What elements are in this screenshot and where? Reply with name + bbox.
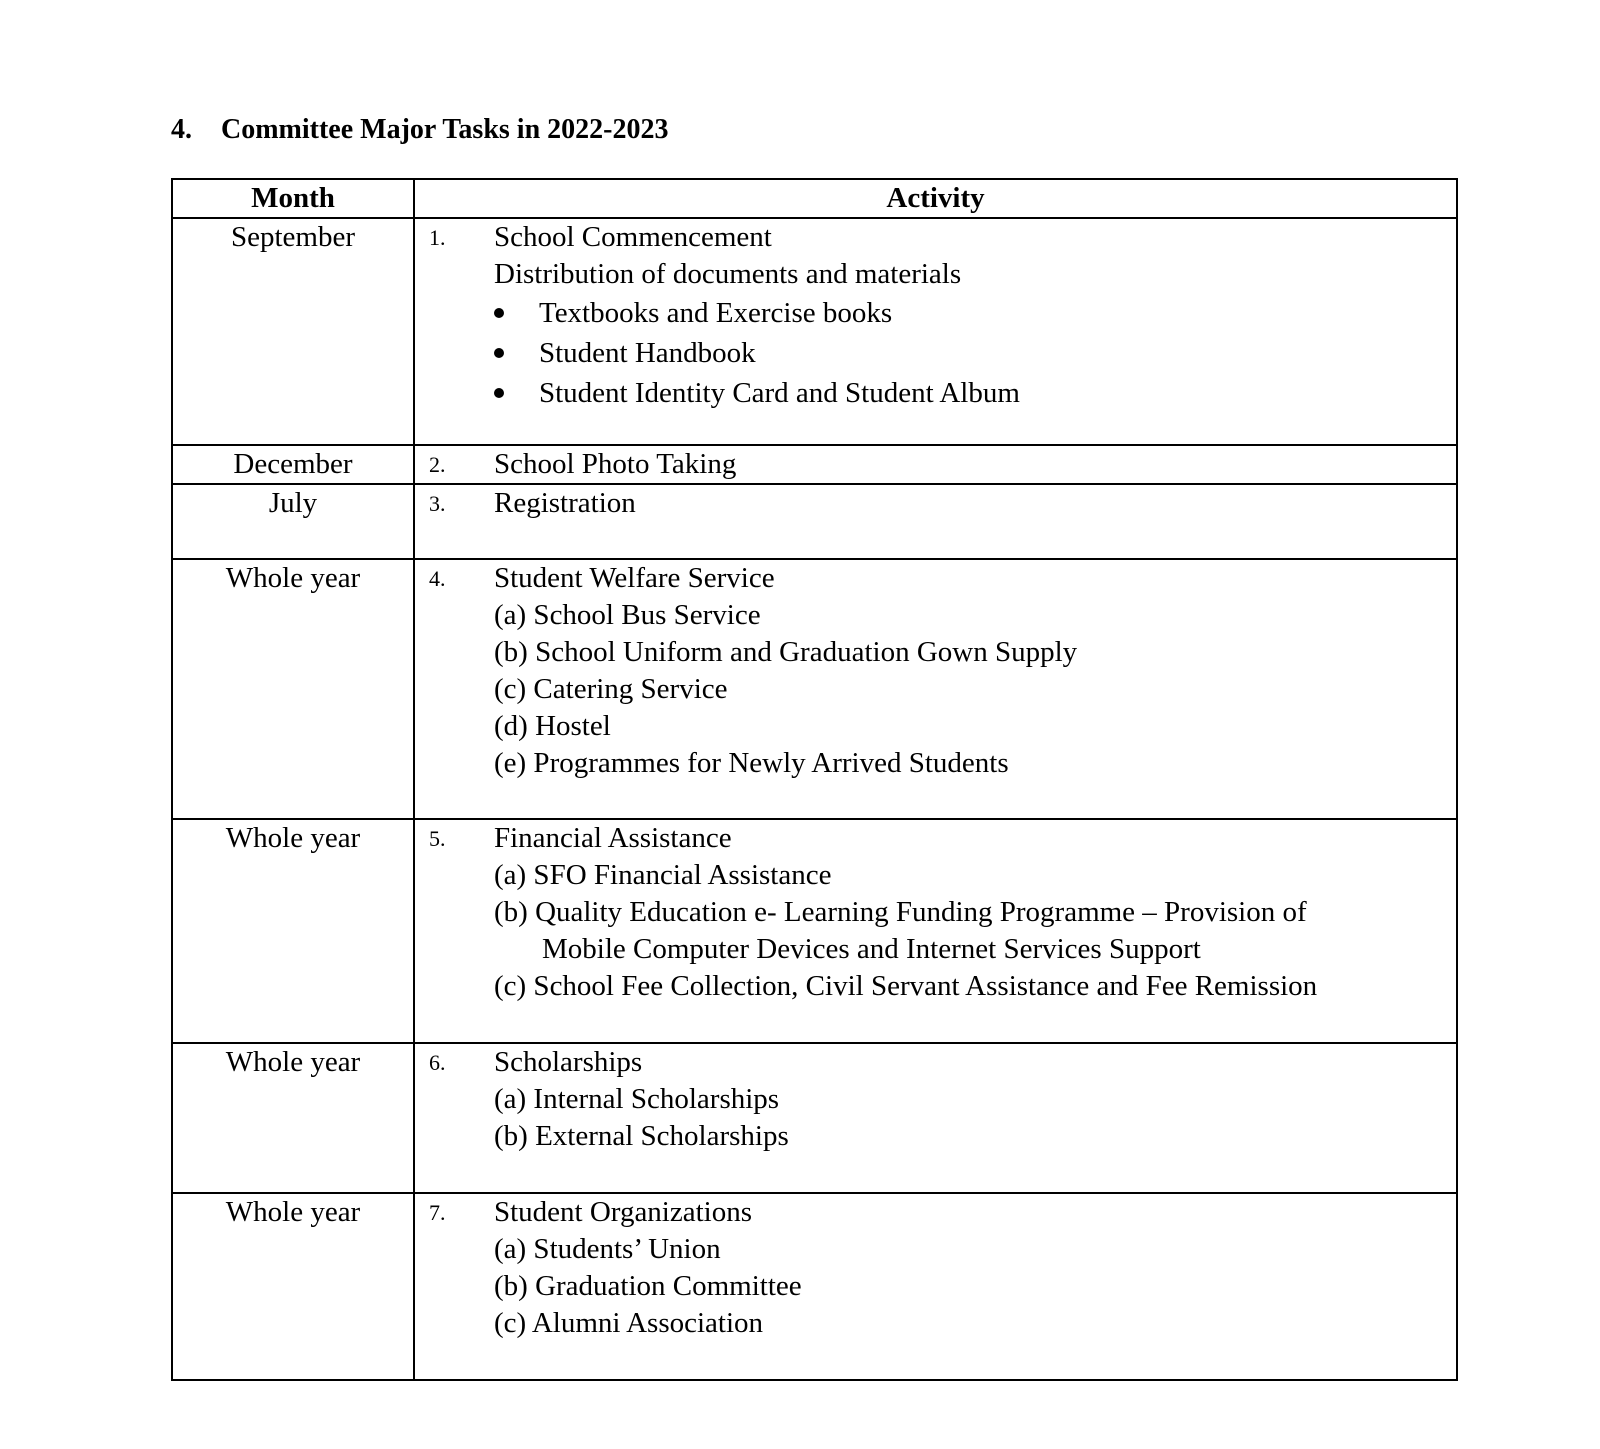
bullet-icon xyxy=(494,388,504,398)
month-cell: September xyxy=(172,218,414,445)
month-cell: Whole year xyxy=(172,1193,414,1380)
activity-cell xyxy=(414,484,1457,559)
task-title: Registration xyxy=(494,487,636,519)
bullet-list xyxy=(494,293,1456,413)
table-header-row xyxy=(172,179,1457,218)
list-item xyxy=(494,333,1456,373)
month-cell: Whole year xyxy=(172,1043,414,1193)
table-row xyxy=(172,559,1457,819)
task-number: 7. xyxy=(429,1200,446,1225)
month-cell: Whole year xyxy=(172,559,414,819)
task-subitem: (a) SFO Financial Assistance xyxy=(494,859,832,891)
table-row xyxy=(172,819,1457,1043)
task-subitem-continuation: Mobile Computer Devices and Internet Services Support xyxy=(542,933,1201,965)
activity-cell xyxy=(414,445,1457,484)
table-row xyxy=(172,1043,1457,1193)
activity-header: Activity xyxy=(414,179,1457,218)
table-row xyxy=(172,1193,1457,1380)
task-title: Scholarships xyxy=(494,1046,643,1078)
month-header: Month xyxy=(172,179,414,218)
task-subitem: (c) Alumni Association xyxy=(494,1307,764,1339)
month-cell: Whole year xyxy=(172,819,414,1043)
task-subitem: (a) Internal Scholarships xyxy=(494,1083,780,1115)
section-title: Committee Major Tasks in 2022-2023 xyxy=(221,114,669,145)
table-row xyxy=(172,218,1457,445)
activity-cell xyxy=(414,218,1457,445)
month-cell: July xyxy=(172,484,414,559)
task-title: School Commencement xyxy=(494,221,772,253)
task-title: Financial Assistance xyxy=(494,822,732,854)
list-item-text: Student Handbook xyxy=(539,337,756,369)
task-number: 2. xyxy=(429,452,446,477)
task-number: 3. xyxy=(429,491,446,516)
task-subitem: (e) Programmes for Newly Arrived Students xyxy=(494,747,1009,779)
task-number: 1. xyxy=(429,225,446,250)
task-subitem: (b) School Uniform and Graduation Gown Supply xyxy=(494,636,1078,668)
task-subitem: (b) External Scholarships xyxy=(494,1120,789,1152)
task-subitem: (b) Quality Education e- Learning Funding Programme – Provision of xyxy=(494,896,1307,928)
activity-cell xyxy=(414,819,1457,1043)
table-row xyxy=(172,484,1457,559)
task-subitem: (d) Hostel xyxy=(494,710,611,742)
task-title: Student Welfare Service xyxy=(494,562,775,594)
task-number: 6. xyxy=(429,1050,446,1075)
list-item xyxy=(494,373,1456,413)
task-number: 4. xyxy=(429,566,446,591)
task-title: Student Organizations xyxy=(494,1196,753,1228)
task-subitem: (a) Students’ Union xyxy=(494,1233,721,1265)
activity-cell xyxy=(414,1193,1457,1380)
task-subtitle: Distribution of documents and materials xyxy=(494,258,962,290)
section-number: 4. xyxy=(171,114,192,145)
task-subitem: (b) Graduation Committee xyxy=(494,1270,802,1302)
list-item-text: Student Identity Card and Student Album xyxy=(539,377,1020,409)
bullet-icon xyxy=(494,308,504,318)
section-heading xyxy=(171,111,668,149)
task-subitem: (c) Catering Service xyxy=(494,673,728,705)
list-item xyxy=(494,293,1456,333)
task-subitem: (a) School Bus Service xyxy=(494,599,761,631)
tasks-table xyxy=(171,178,1458,1381)
month-cell: December xyxy=(172,445,414,484)
task-title: School Photo Taking xyxy=(494,448,737,480)
task-number: 5. xyxy=(429,826,446,851)
activity-cell xyxy=(414,559,1457,819)
list-item-text: Textbooks and Exercise books xyxy=(539,297,893,329)
table-row xyxy=(172,445,1457,484)
activity-cell xyxy=(414,1043,1457,1193)
bullet-icon xyxy=(494,348,504,358)
task-subitem: (c) School Fee Collection, Civil Servant Assistance and Fee Remission xyxy=(494,970,1318,1002)
